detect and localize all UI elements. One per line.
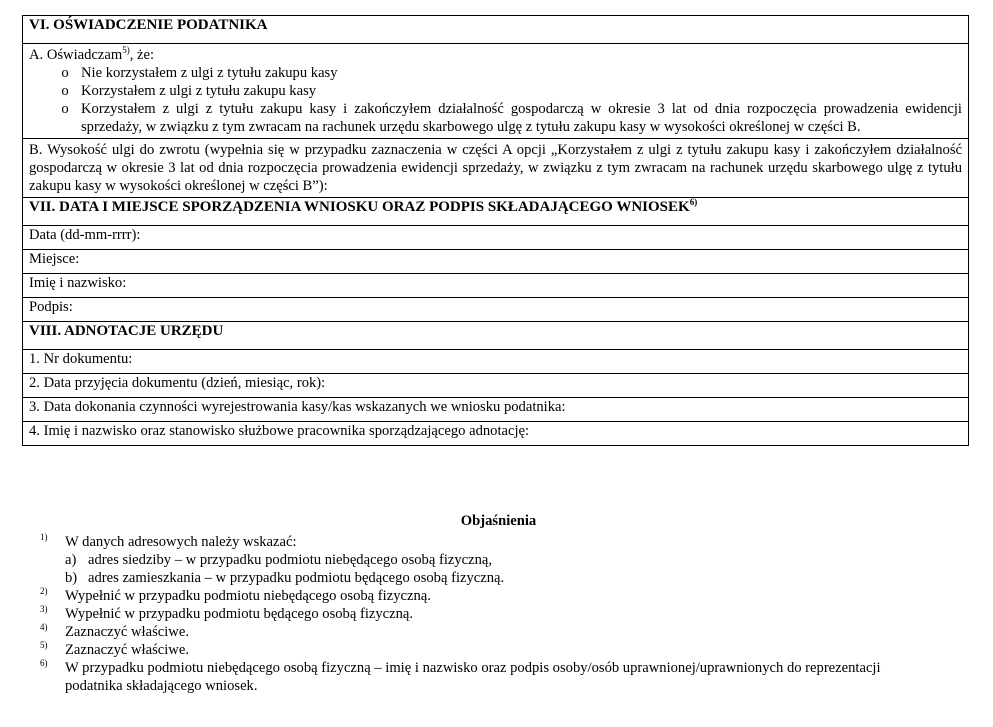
signature-field[interactable]: Podpis: xyxy=(23,298,969,322)
officer-name-field[interactable]: 4. Imię i nazwisko oraz stanowisko służbowe pracownika sporządzającego adnotację: xyxy=(23,422,969,446)
note-item xyxy=(36,605,936,623)
subitem-letter: b) xyxy=(65,570,78,586)
a-label: A. Oświadczam xyxy=(29,47,123,63)
deregistration-date-field[interactable]: 3. Data dokonania czynności wyrejestrowania kasy/kas wskazanych we wniosku podatnika: xyxy=(23,398,969,422)
name-field[interactable]: Imię i nazwisko: xyxy=(23,274,969,298)
note-number: 2) xyxy=(40,586,48,596)
section-vii-title xyxy=(23,198,969,226)
note-item xyxy=(36,623,936,641)
note-number: 6) xyxy=(40,658,48,668)
declaration-option[interactable] xyxy=(29,64,962,82)
declaration-option[interactable] xyxy=(29,82,962,100)
option-bullet-icon[interactable]: o xyxy=(61,83,69,99)
note-text: Wypełnić w przypadku podmiotu niebędącego osobą fizyczną. xyxy=(65,588,431,604)
section-vi-a-heading xyxy=(29,46,962,64)
tax-form-table xyxy=(22,15,969,446)
note-number: 3) xyxy=(40,604,48,614)
note-text: Zaznaczyć właściwe. xyxy=(65,642,189,658)
note-text: Wypełnić w przypadku podmiotu będącego osobą fizyczną. xyxy=(65,606,414,622)
place-field[interactable]: Miejsce: xyxy=(23,250,969,274)
note-text: W przypadku podmiotu niebędącego osobą fizyczną – imię i nazwisko oraz podpis osoby/osób uprawnionej/uprawnionych do reprezentacji podatnika składającego wniosek. xyxy=(65,660,881,694)
option-label: Nie korzystałem z ulgi z tytułu zakupu kasy xyxy=(81,65,338,81)
document-number-field[interactable]: 1. Nr dokumentu: xyxy=(23,350,969,374)
section-vii-title-text: VII. DATA I MIEJSCE SPORZĄDZENIA WNIOSKU ORAZ PODPIS SKŁADAJĄCEGO WNIOSEK xyxy=(29,199,690,215)
option-label: Korzystałem z ulgi z tytułu zakupu kasy i zakończyłem działalność gospodarczą w okresie 3 lat od dnia rozpoczęcia prowadzenia ewidencji sprzedaży, w związku z tym zwracam na rachunek urzędu skarbowego ulgę z tytułu zakupu kasy w wysokości określonej w części B. xyxy=(81,101,962,135)
note-item xyxy=(36,641,936,659)
acceptance-date-field[interactable]: 2. Data przyjęcia dokumentu (dzień, miesiąc, rok): xyxy=(23,374,969,398)
declaration-options xyxy=(29,64,962,136)
section-vi-b-cell[interactable]: B. Wysokość ulgi do zwrotu (wypełnia się w przypadku zaznaczenia w części A opcji „Korzystałem z ulgi z tytułu zakupu kasy i zakończyłem działalność gospodarczą w okresie 3 lat od dnia rozpoczęcia prowadzenia ewidencji sprzedaży, w związku z tym zwracam na rachunek urzędu skarbowego ulgę z tytułu zakupu kasy w wysokości określonej w części B”): xyxy=(23,139,969,198)
note-subitem xyxy=(36,569,936,587)
a-suffix: , że: xyxy=(129,47,155,63)
footnote-ref-6: 6) xyxy=(689,197,698,207)
option-bullet-icon[interactable]: o xyxy=(61,65,69,81)
note-text: Zaznaczyć właściwe. xyxy=(65,624,189,640)
note-item xyxy=(36,659,936,695)
explanations xyxy=(36,512,936,695)
option-label: Korzystałem z ulgi z tytułu zakupu kasy xyxy=(81,83,317,99)
note-item xyxy=(36,587,936,605)
section-vi-a-cell xyxy=(23,44,969,139)
subitem-text: adres siedziby – w przypadku podmiotu niebędącego osobą fizyczną, xyxy=(88,552,493,568)
section-viii-title: VIII. ADNOTACJE URZĘDU xyxy=(23,322,969,350)
note-number: 1) xyxy=(40,532,48,542)
note-item xyxy=(36,533,936,551)
footnote-ref-5: 5) xyxy=(122,45,130,55)
declaration-option[interactable] xyxy=(29,100,962,136)
date-field[interactable]: Data (dd-mm-rrrr): xyxy=(23,226,969,250)
subitem-text: adres zamieszkania – w przypadku podmiotu będącego osobą fizyczną. xyxy=(88,570,505,586)
explanations-title: Objaśnienia xyxy=(460,513,537,529)
note-number: 5) xyxy=(40,640,48,650)
note-number: 4) xyxy=(40,622,48,632)
note-subitem xyxy=(36,551,936,569)
note-text: W danych adresowych należy wskazać: xyxy=(65,534,297,550)
section-vi-title: VI. OŚWIADCZENIE PODATNIKA xyxy=(23,16,969,44)
subitem-letter: a) xyxy=(65,552,77,568)
option-bullet-icon[interactable]: o xyxy=(61,101,69,117)
